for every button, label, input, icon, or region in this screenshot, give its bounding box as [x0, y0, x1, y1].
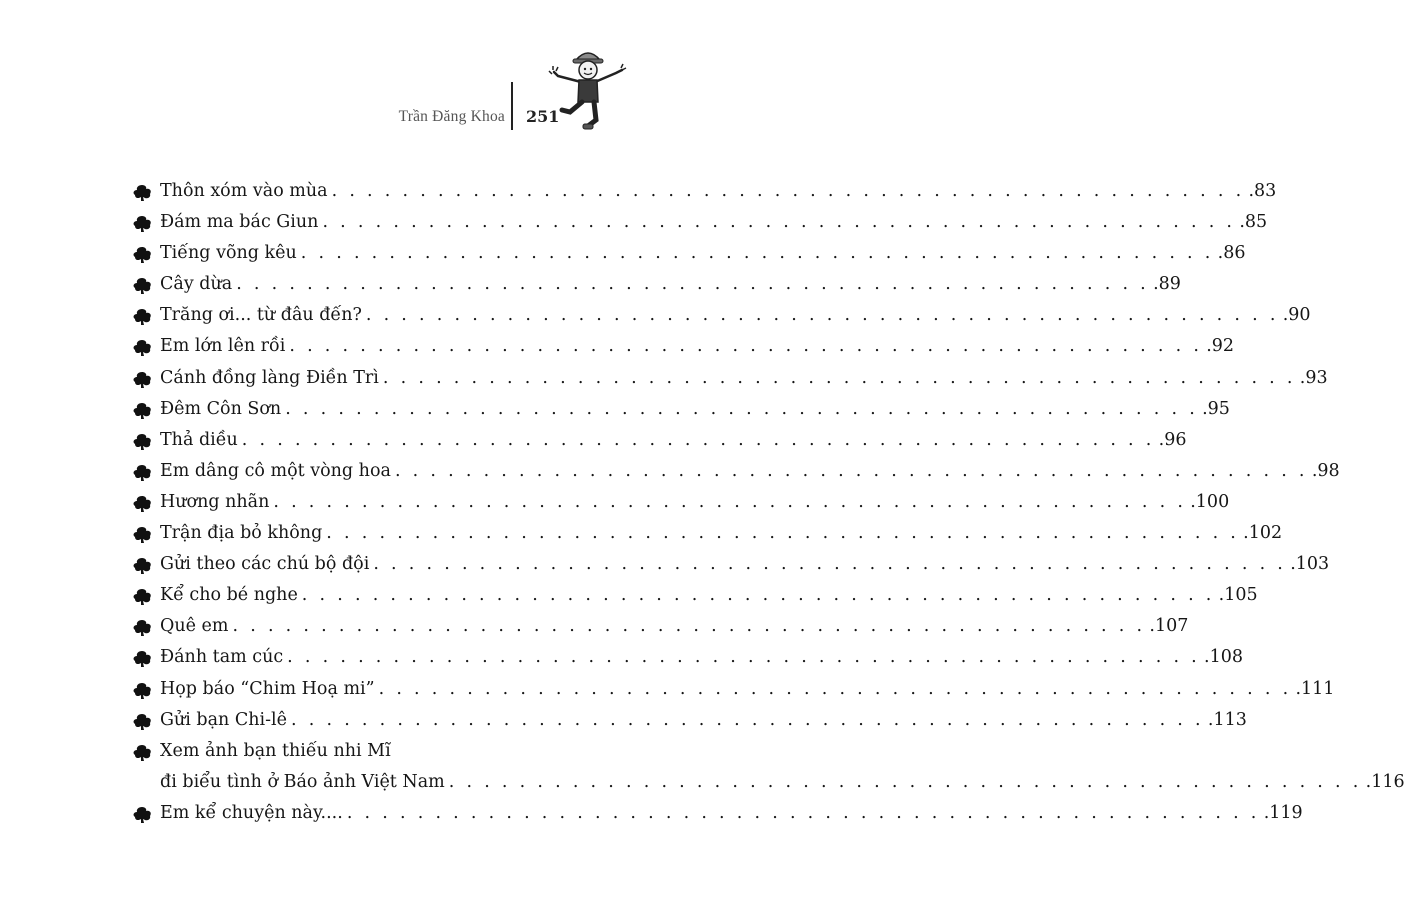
- toc-entry-title-line2: đi biểu tình ở Báo ảnh Việt Nam: [160, 771, 445, 792]
- leaf-bullet-icon: [132, 588, 152, 606]
- leaf-bullet-icon: [132, 682, 152, 700]
- dot-leader: . . . . . . . . . . . . . . . . . . . . . . . . . . . . . . . . . . . . . . . . . . . . . . . . . . . .: [300, 243, 1214, 264]
- toc-entry-page: .105: [1218, 585, 1258, 606]
- header-divider: [511, 82, 513, 130]
- dot-leader: . . . . . . . . . . . . . . . . . . . . . . . . . . . . . . . . . . . . . . . . . . . . . . . . . . . .: [378, 678, 1292, 699]
- toc-entry-page: .107: [1149, 616, 1189, 637]
- toc-entry-title: Họp báo “Chim Hoạ mi”: [160, 678, 375, 699]
- toc-entry-title: Kể cho bé nghe: [160, 585, 298, 606]
- dot-leader: . . . . . . . . . . . . . . . . . . . . . . . . . . . . . . . . . . . . . . . . . . . . . . . . . . . .: [382, 367, 1296, 388]
- dot-leader: . . . . . . . . . . . . . . . . . . . . . . . . . . . . . . . . . . . . . . . . . . . . . . . . . . . .: [365, 305, 1279, 326]
- dot-leader: . . . . . . . . . . . . . . . . . . . . . . . . . . . . . . . . . . . . . . . . . . . . . . . . . . . .: [291, 709, 1204, 730]
- toc-entry: [132, 425, 1187, 456]
- dot-leader: . . . . . . . . . . . . . . . . . . . . . . . . . . . . . . . . . . . . . . . . . . . . . . . . . . . .: [236, 274, 1150, 295]
- toc-entry: [132, 674, 1335, 705]
- toc-entry-page: .85: [1239, 212, 1268, 233]
- leaf-bullet-icon: [132, 339, 152, 357]
- dot-leader: . . . . . . . . . . . . . . . . . . . . . . . . . . . . . . . . . . . . . . . . . . . . . . . . . . . .: [273, 491, 1187, 512]
- toc-entry-page: .98: [1311, 460, 1340, 481]
- dot-leader: . . . . . . . . . . . . . . . . . . . . . . . . . . . . . . . . . . . . . . . . . . . . . . . . . . . .: [326, 523, 1240, 544]
- toc-entry-title: Hương nhãn: [160, 491, 270, 512]
- toc-entry-title: Gửi bạn Chi-lê: [160, 709, 288, 730]
- toc-entry-page: .108: [1204, 647, 1244, 668]
- leaf-bullet-icon: [132, 184, 152, 202]
- toc-entry-title: Gửi theo các chú bộ đội: [160, 554, 370, 575]
- table-of-contents: [132, 176, 1405, 829]
- toc-entry-title: Đám ma bác Giun: [160, 212, 319, 233]
- toc-entry: [132, 300, 1311, 331]
- toc-entry-title: Em lớn lên rồi: [160, 336, 286, 357]
- toc-entry: [132, 798, 1303, 829]
- leaf-bullet-icon: [132, 806, 152, 824]
- toc-entry-page: .93: [1299, 367, 1328, 388]
- toc-entry-title: Thôn xóm vào mùa: [160, 181, 328, 201]
- toc-entry: [132, 238, 1246, 269]
- toc-entry: [132, 269, 1181, 300]
- leaf-bullet-icon: [132, 495, 152, 513]
- dot-leader: . . . . . . . . . . . . . . . . . . . . . . . . . . . . . . . . . . . . . . . . . . . . . . . . . . . .: [301, 585, 1215, 606]
- toc-entry: [132, 611, 1189, 642]
- toc-entry: [132, 736, 1405, 798]
- toc-entry-title: Em kể chuyện này....: [160, 802, 343, 823]
- toc-entry-title: Quê em: [160, 616, 229, 637]
- toc-entry-title: Cây dừa: [160, 274, 233, 295]
- leaf-bullet-icon: [132, 402, 152, 420]
- toc-entry: [132, 642, 1244, 673]
- leaf-bullet-icon: [132, 246, 152, 264]
- toc-entry: [132, 580, 1258, 611]
- toc-entry: [132, 549, 1330, 580]
- toc-entry-page: .90: [1282, 305, 1311, 326]
- toc-entry-page: .100: [1190, 491, 1230, 512]
- toc-entry: [132, 394, 1230, 425]
- leaf-bullet-icon: [132, 215, 152, 233]
- toc-entry: [132, 487, 1230, 518]
- toc-entry: [132, 705, 1247, 736]
- toc-entry-page: .92: [1206, 336, 1235, 357]
- toc-entry-title: Xem ảnh bạn thiếu nhi Mĩ: [160, 740, 391, 761]
- leaf-bullet-icon: [132, 713, 152, 731]
- toc-entry-page: .96: [1158, 429, 1187, 450]
- toc-entry-title: Trăng ơi... từ đâu đến?: [160, 305, 362, 326]
- toc-entry-page: .89: [1153, 274, 1181, 295]
- dot-leader: . . . . . . . . . . . . . . . . . . . . . . . . . . . . . . . . . . . . . . . . . . . . . . . . . . . .: [394, 460, 1308, 481]
- leaf-bullet-icon: [132, 619, 152, 637]
- toc-entry-page: .83: [1248, 181, 1277, 201]
- toc-entry: [132, 456, 1340, 487]
- boy-kite-mascot-icon: [548, 40, 628, 132]
- toc-entry: [132, 176, 1277, 207]
- leaf-bullet-icon: [132, 744, 152, 762]
- dot-leader: . . . . . . . . . . . . . . . . . . . . . . . . . . . . . . . . . . . . . . . . . . . . . . . . . . . .: [289, 336, 1203, 357]
- leaf-bullet-icon: [132, 557, 152, 575]
- toc-entry-title: Trận địa bỏ không: [160, 523, 323, 544]
- toc-entry-title: Em dâng cô một vòng hoa: [160, 460, 391, 481]
- toc-entry-page: .116: [1365, 771, 1405, 792]
- toc-entry-page: .119: [1263, 802, 1303, 823]
- toc-entry-title: Cánh đồng làng Điền Trì: [160, 367, 379, 388]
- leaf-bullet-icon: [132, 526, 152, 544]
- toc-entry-title: Tiếng võng kêu: [160, 243, 297, 264]
- page-number: 251: [526, 107, 560, 126]
- dot-leader: . . . . . . . . . . . . . . . . . . . . . . . . . . . . . . . . . . . . . . . . . . . . . . . . . . . .: [232, 616, 1146, 637]
- toc-entry-page: .111: [1295, 678, 1335, 699]
- toc-entry-page: .102: [1243, 523, 1283, 544]
- toc-entry-title: Đánh tam cúc: [160, 647, 284, 668]
- toc-entry-page: .113: [1207, 709, 1247, 730]
- leaf-bullet-icon: [132, 371, 152, 389]
- toc-entry-page: .103: [1290, 554, 1330, 575]
- leaf-bullet-icon: [132, 277, 152, 295]
- toc-entry: [132, 363, 1328, 394]
- toc-entry: [132, 331, 1235, 362]
- dot-leader: . . . . . . . . . . . . . . . . . . . . . . . . . . . . . . . . . . . . . . . . . . . . . . . . . . . .: [287, 647, 1201, 668]
- dot-leader: . . . . . . . . . . . . . . . . . . . . . . . . . . . . . . . . . . . . . . . . . . . . . . . . . . . .: [373, 554, 1287, 575]
- leaf-bullet-icon: [132, 308, 152, 326]
- dot-leader: . . . . . . . . . . . . . . . . . . . . . . . . . . . . . . . . . . . . . . . . . . . . . . . . . . . .: [448, 771, 1362, 792]
- dot-leader: . . . . . . . . . . . . . . . . . . . . . . . . . . . . . . . . . . . . . . . . . . . . . . . . . . . .: [285, 398, 1199, 419]
- dot-leader: . . . . . . . . . . . . . . . . . . . . . . . . . . . . . . . . . . . . . . . . . . . . . . . . . . . .: [322, 212, 1236, 233]
- toc-entry-page: .95: [1202, 398, 1230, 419]
- toc-entry-title: Đêm Côn Sơn: [160, 398, 282, 419]
- dot-leader: . . . . . . . . . . . . . . . . . . . . . . . . . . . . . . . . . . . . . . . . . . . . . . . . . . . .: [241, 429, 1155, 450]
- leaf-bullet-icon: [132, 433, 152, 451]
- toc-entry-title: Thả diều: [160, 429, 238, 450]
- toc-entry: [132, 518, 1283, 549]
- toc-entry-page: .86: [1217, 243, 1246, 264]
- dot-leader: . . . . . . . . . . . . . . . . . . . . . . . . . . . . . . . . . . . . . . . . . . . . . . . . . . . .: [331, 181, 1245, 201]
- toc-entry: [132, 207, 1268, 238]
- dot-leader: . . . . . . . . . . . . . . . . . . . . . . . . . . . . . . . . . . . . . . . . . . . . . . . . . . . .: [346, 802, 1260, 823]
- leaf-bullet-icon: [132, 650, 152, 668]
- leaf-bullet-icon: [132, 464, 152, 482]
- running-header-author: Trần Đăng Khoa: [398, 108, 505, 125]
